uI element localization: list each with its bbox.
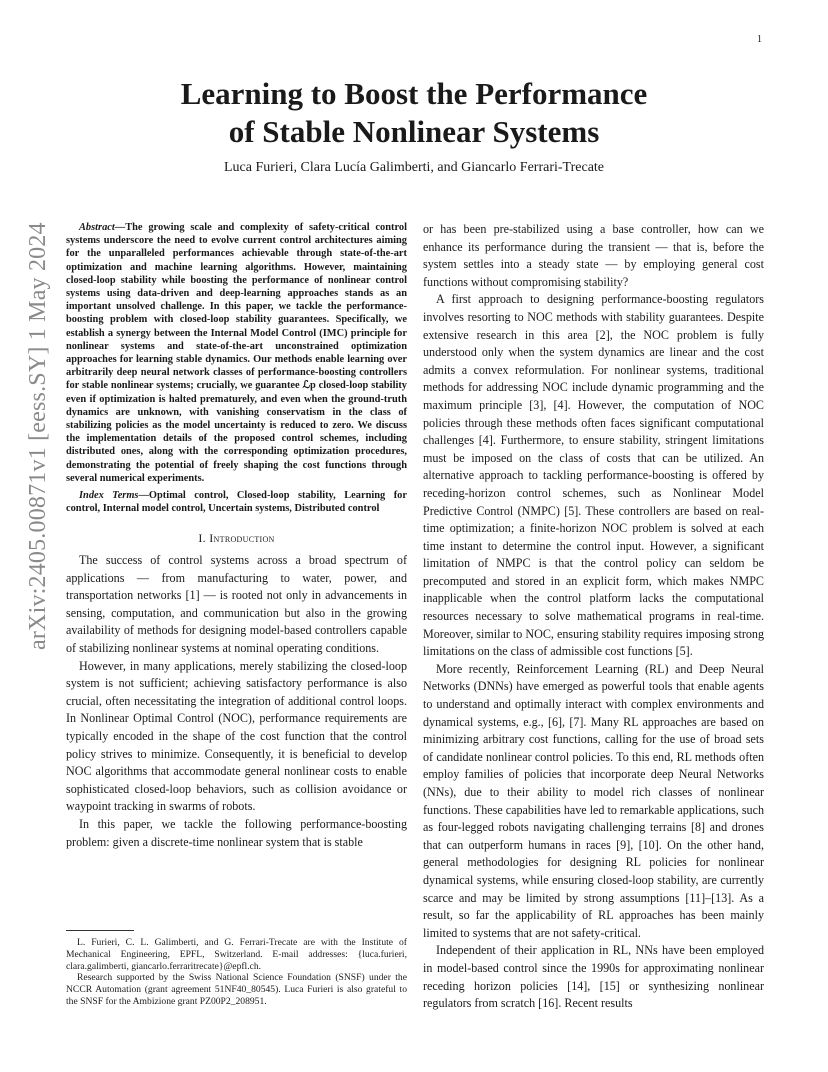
author-list: Luca Furieri, Clara Lucía Galimberti, and Giancarlo Ferrari-Trecate — [223, 160, 605, 175]
footnotes — [66, 937, 407, 1008]
section-title: Introduction — [209, 531, 275, 546]
paragraph: A first approach to designing performance-boosting regulators involves resorting to NOC methods with stability guarantees. Despite extensive research in this area [2], the NOC problem is fully understood only when the system dynamics are linear and the cost admits a convex reformulation. For nonlinear systems, traditional methods for addressing NOC include dynamic programming and the maximum principle [3], [4]. However, the computation of NOC policies through these methods often faces significant computational challenges [4]. Furthermore, to ensure stability, stringent limitations must be imposed on the class of costs that can be utilized. An alternative approach to tackling performance-boosting is offered by receding-horizon control schemes, such as Nonlinear Model Predictive Control (NMPC) [5]. These controllers are based on real-time optimization; a finite-horizon NOC problem is solved at each time instant to determine the control input. However, a significant limitation of NMPC is that the control policy can seldom be precomputed and stored in an explicit form, which makes NMPC inapplicable when the control platform lacks the computational resources necessary to solve mathematical programs in real-time. Moreover, similar to NOC, ensuring stability requires imposing strong limitations on the class of admissible cost functions [5]. — [423, 292, 764, 659]
paragraph: The success of control systems across a broad spectrum of applications — from manufacturing to water, power, and transportation networks [1] — is rooted not only in advancements in sensing, computation, and communication but also in the growing availability of methods for designing model-based controllers capable of stabilizing nonlinear systems at nominal operating conditions. — [66, 553, 407, 656]
abstract-label: Abstract — [79, 222, 115, 233]
arxiv-identifier-stamp: arXiv:2405.00871v1 [eess.SY] 1 May 2024 — [25, 222, 51, 650]
paper-title — [80, 75, 748, 151]
left-column — [66, 221, 407, 851]
paragraph: or has been pre-stabilized using a base controller, how can we enhance its performance during the transient — that is, before the system settles into a steady state — by employing general cost functions without compromising stability? — [423, 222, 764, 289]
paragraph: More recently, Reinforcement Learning (RL) and Deep Neural Networks (DNNs) have emerged as powerful tools that enable agents to understand and optimally interact with complex environments and dynamical systems, e.g., [6], [7]. Many RL approaches are based on minimizing arbitrary cost functions, calling for the use of broad sets of candidate nonlinear control policies. To this end, RL methods often employ families of policies that incorporate deep Neural Networks (NNs), due to their ability to model rich classes of nonlinear functions. These capabilities have led to remarkable applications, such as four-legged robots navigating challenging terrains [8] and drones that can outperform humans in races [9], [10]. On the other hand, general methodologies for designing RL policies for nonlinear dynamical systems, while ensuring closed-loop stability, are currently scarce and may be limited by strong assumptions [11]–[13]. As a result, so far the applicability of RL approaches has been mainly limited to systems that are not safety-critical. — [423, 661, 764, 940]
title-line-2: of Stable Nonlinear Systems — [228, 114, 600, 149]
section-heading — [66, 530, 407, 548]
abstract-text: —The growing scale and complexity of safety-critical control systems underscore the need to evolve current control architectures aiming for the unparalleled performances achievable through state-of-the-art optimization and machine learning algorithms. However, maintaining closed-loop stability while boosting the performance of nonlinear control systems using data-driven and deep-learning approaches stands as an important unsolved challenge. In this paper, we tackle the performance-boosting problem with closed-loop stability guarantees. Specifically, we establish a synergy between the Internal Model Control (IMC) principle for nonlinear systems and state-of-the-art unconstrained optimization approaches for learning stable dynamics. Our methods enable learning over arbitrarily deep neural network classes of performance-boosting controllers for stable nonlinear systems; crucially, we guarantee ℒp closed-loop stability even if optimization is halted prematurely, and even when the ground-truth dynamics are unknown, with vanishing conservatism in the class of stabilizing policies as the model uncertainty is reduced to zero. We discuss the implementation details of the proposed control schemes, including distributed ones, along with the corresponding optimization procedures, demonstrating the potential of freely shaping the cost functions through several numerical experiments. — [66, 222, 407, 484]
index-terms-label: Index Terms — [79, 490, 139, 502]
paragraph: Independent of their application in RL, NNs have been employed in model-based control since the 1990s for approximating nonlinear receding horizon policies [14], [15] or synthesizing nonlinear regulators from scratch [16]. Recent results — [423, 943, 764, 1011]
title-line-1: Learning to Boost the Performance — [180, 76, 648, 111]
paragraph: However, in many applications, merely stabilizing the closed-loop system is not sufficient; achieving satisfactory performance is also crucial, often necessitating the integration of additional control loops. In Nonlinear Optimal Control (NOC), performance requirements are typically encoded in the shape of the cost function that the control policy strives to minimize. Consequently, it is beneficial to develop NOC algorithms that accommodate general nonlinear costs to enable sophisticated closed-loop behaviors, such as collision avoidance or waypoint tracking in swarms of robots. — [66, 658, 407, 814]
paragraph: In this paper, we tackle the following performance-boosting problem: given a discrete-time nonlinear system that is stable — [66, 816, 407, 849]
page-number: 1 — [757, 34, 762, 45]
right-column — [423, 221, 764, 1013]
abstract — [66, 221, 407, 485]
index-terms — [66, 489, 407, 515]
section-number: I. — [198, 531, 206, 546]
index-terms-text: —Optimal control, Closed-loop stability, Learning for control, Internal model control, Uncertain systems, Distributed control — [66, 490, 407, 515]
footnote-funding: Research supported by the Swiss National Science Foundation (SNSF) under the NCCR Automation (grant agreement 51NF40_80545). Luca Furieri is also grateful to the SNSF for the Ambizione grant PZ00P2_208951. — [66, 972, 407, 1007]
footnote-affiliation: L. Furieri, C. L. Galimberti, and G. Ferrari-Trecate are with the Institute of Mechanical Engineering, EPFL, Switzerland. E-mail addresses: {luca.furieri, clara.galimberti, giancarlo.ferraritrecate}@epfl.ch. — [66, 937, 407, 972]
footnote-rule — [66, 930, 134, 931]
